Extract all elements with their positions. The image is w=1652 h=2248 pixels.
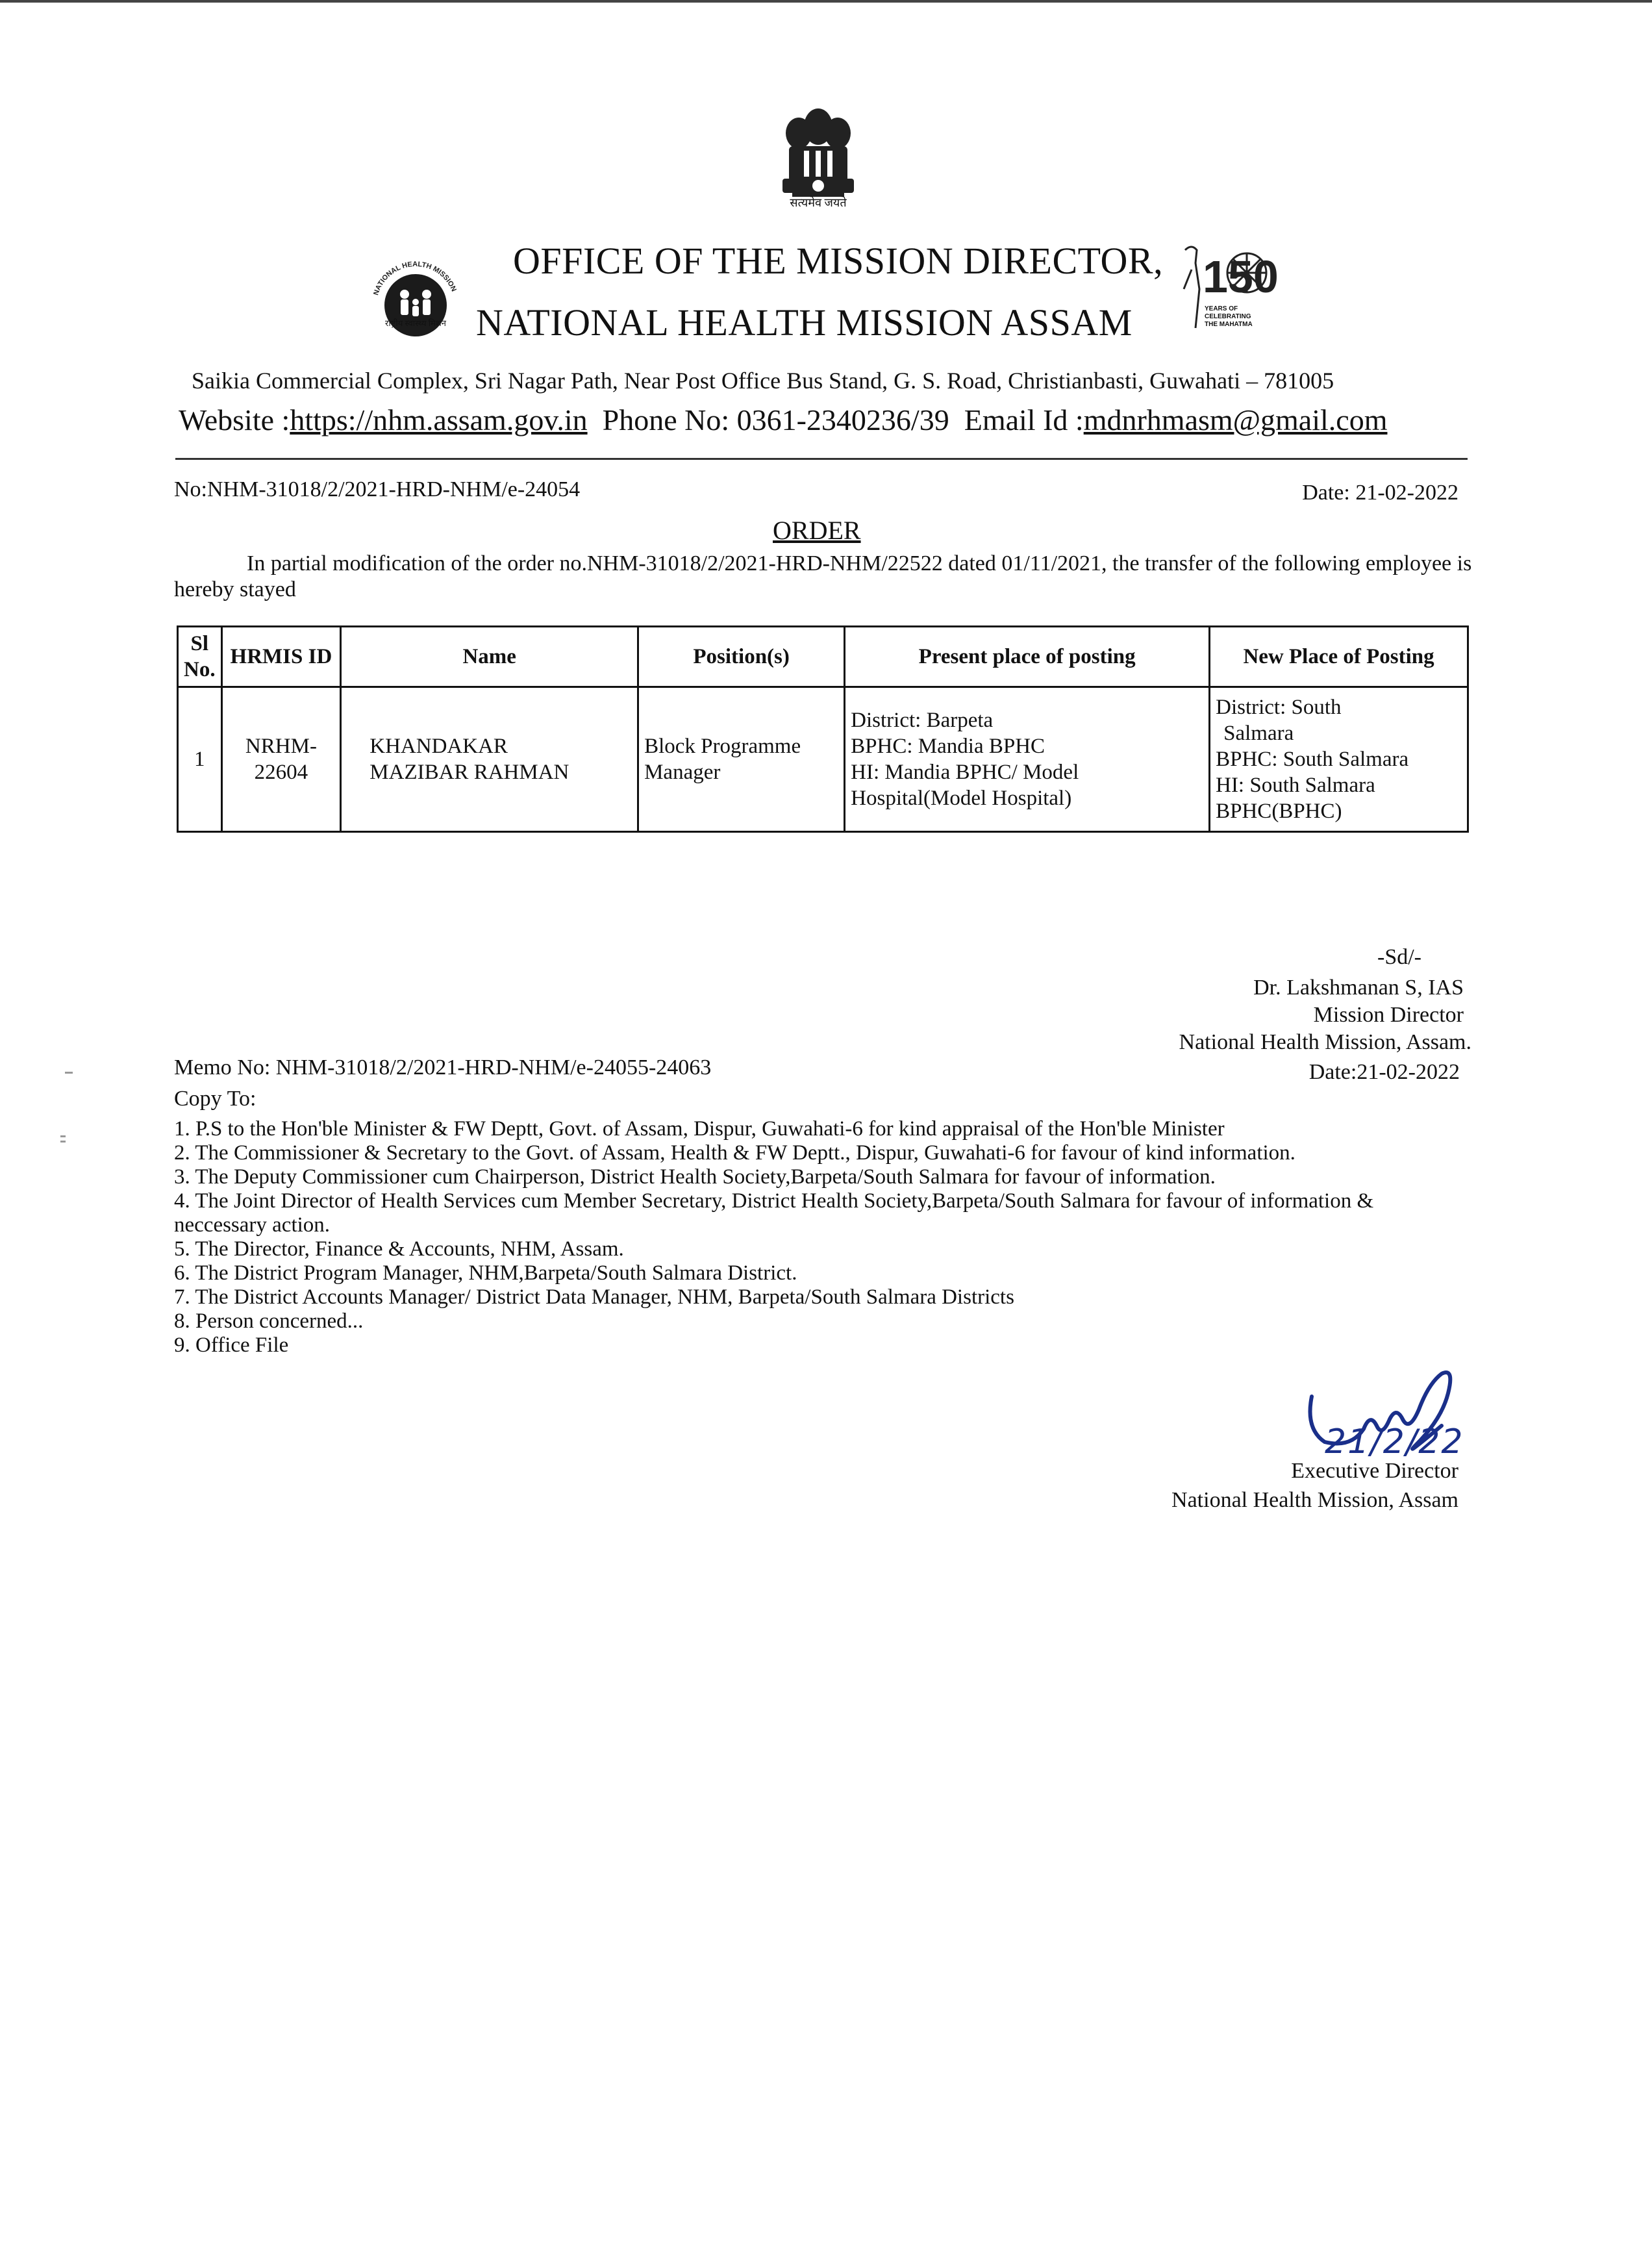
copy-to-label: Copy To: (174, 1087, 257, 1111)
website-label: Website : (179, 403, 290, 436)
cell-new-line5: BPHC(BPHC) (1216, 800, 1342, 823)
list-item: 4. The Joint Director of Health Services cum Member Secretary, District Health Society,Barpeta/South Salmara for favour of information & neccessary action. (174, 1189, 1374, 1237)
letterhead-title-line2: NATIONAL HEALTH MISSION ASSAM (476, 301, 1133, 344)
col-header-present-posting: Present place of posting (845, 627, 1210, 687)
list-item: 6. The District Program Manager, NHM,Barpeta/South Salmara District. (174, 1261, 797, 1285)
nhm-logo-caption: राष्ट्रीय स्वास्थ्य मिशन (385, 318, 446, 328)
cell-present-posting (845, 687, 1210, 832)
col-header-sl (178, 627, 222, 687)
executive-director-office: National Health Mission, Assam (1171, 1488, 1458, 1512)
transfer-table (177, 625, 1469, 833)
signatory-designation: Mission Director (1313, 1003, 1464, 1027)
handwritten-date: 21/2/22 (1325, 1422, 1464, 1461)
executive-director-designation: Executive Director (1291, 1459, 1458, 1483)
email-link[interactable]: mdnrhmasm@gmail.com (1083, 403, 1388, 436)
list-item: 9. Office File (174, 1333, 289, 1357)
col-header-position: Position(s) (638, 627, 845, 687)
table-header-row (178, 627, 1468, 687)
col-header-name: Name (341, 627, 638, 687)
order-reference-number: No:NHM-31018/2/2021-HRD-NHM/e-24054 (174, 477, 581, 501)
signatory-block (1179, 974, 1471, 1056)
contact-line (179, 403, 1387, 437)
cell-sl: 1 (178, 687, 222, 832)
list-item: 1. P.S to the Hon'ble Minister & FW Deptt, Govt. of Assam, Dispur, Guwahati-6 for kind appraisal of the Hon'ble Minister (174, 1117, 1225, 1141)
cell-position-line2: Manager (644, 761, 721, 784)
emblem-motto: सत्यमेव जयते (790, 196, 847, 209)
table-row (178, 687, 1468, 832)
letterhead-divider (175, 458, 1468, 460)
letterhead-title-line1: OFFICE OF THE MISSION DIRECTOR, (513, 240, 1164, 282)
anniversary-caption-line: THE MAHATMA (1205, 321, 1253, 328)
anniversary-number: 150 (1203, 251, 1279, 302)
col-header-sl-line2: No. (184, 658, 216, 681)
executive-director-block (1171, 1456, 1458, 1515)
order-date: Date: 21-02-2022 (1302, 481, 1458, 505)
cell-present-line3: HI: Mandia BPHC/ Model (851, 761, 1079, 784)
list-item: 5. The Director, Finance & Accounts, NHM, Assam. (174, 1237, 624, 1261)
nhm-logo-icon (360, 257, 471, 367)
cell-name (341, 687, 638, 832)
cell-name-line2: MAZIBAR RAHMAN (369, 761, 569, 784)
cell-new-posting (1210, 687, 1468, 832)
list-item: 7. The District Accounts Manager/ District Data Manager, NHM, Barpeta/South Salmara Districts (174, 1285, 1014, 1309)
cell-new-line2: Salmara (1223, 722, 1294, 745)
cell-new-line3: BPHC: South Salmara (1216, 748, 1409, 771)
anniversary-caption-line: YEARS OF (1205, 305, 1238, 312)
list-item: 3. The Deputy Commissioner cum Chairperson, District Health Society,Barpeta/South Salmara for favour of information. (174, 1165, 1216, 1189)
list-item: 2. The Commissioner & Secretary to the Govt. of Assam, Health & FW Deptt., Dispur, Guwahati-6 for favour of kind information. (174, 1141, 1295, 1165)
copy-list (174, 1117, 1408, 1358)
cell-present-line1: District: Barpeta (851, 709, 994, 732)
phone-number: Phone No: 0361-2340236/39 (602, 403, 949, 436)
cell-hrmis-line1: NRHM- (245, 735, 317, 758)
nhm-logo-ring-text: NATIONAL HEALTH MISSION (372, 260, 458, 297)
order-intro: In partial modification of the order no.NHM-31018/2/2021-HRD-NHM/22522 dated 01/11/2021, the transfer of the following employee is hereby stayed (174, 551, 1472, 601)
cell-position-line1: Block Programme (644, 735, 801, 758)
cell-new-line4: HI: South Salmara (1216, 774, 1375, 797)
scan-speck (65, 1072, 73, 1074)
website-link[interactable]: https://nhm.assam.gov.in (290, 403, 588, 436)
scan-top-edge (0, 0, 1652, 3)
scan-speck (60, 1135, 66, 1137)
signatory-name: Dr. Lakshmanan S, IAS (1253, 976, 1464, 1000)
cell-present-line2: BPHC: Mandia BPHC (851, 735, 1045, 758)
cell-name-line1: KHANDAKAR (369, 735, 508, 758)
col-header-sl-line1: Sl (190, 632, 209, 655)
list-item: 8. Person concerned... (174, 1309, 364, 1333)
signed-mark: -Sd/- (1377, 945, 1421, 969)
email-label: Email Id : (964, 403, 1084, 436)
anniversary-caption (1205, 305, 1253, 329)
cell-new-line1: District: South (1216, 696, 1342, 719)
cell-hrmis-line2: 22604 (254, 761, 308, 784)
memo-date: Date:21-02-2022 (1308, 1060, 1460, 1084)
signatory-office: National Health Mission, Assam. (1179, 1030, 1471, 1054)
col-header-hrmis: HRMIS ID (221, 627, 341, 687)
col-header-new-posting: New Place of Posting (1210, 627, 1468, 687)
cell-present-line4: Hospital(Model Hospital) (851, 787, 1072, 810)
office-address: Saikia Commercial Complex, Sri Nagar Path, Near Post Office Bus Stand, G. S. Road, Christianbasti, Guwahati – 781005 (192, 368, 1334, 394)
anniversary-caption-line: CELEBRATING (1205, 313, 1251, 320)
cell-position (638, 687, 845, 832)
order-title: ORDER (773, 516, 861, 545)
cell-hrmis (221, 687, 341, 832)
scan-speck (60, 1141, 66, 1143)
memo-number: Memo No: NHM-31018/2/2021-HRD-NHM/e-24055-24063 (174, 1055, 712, 1080)
